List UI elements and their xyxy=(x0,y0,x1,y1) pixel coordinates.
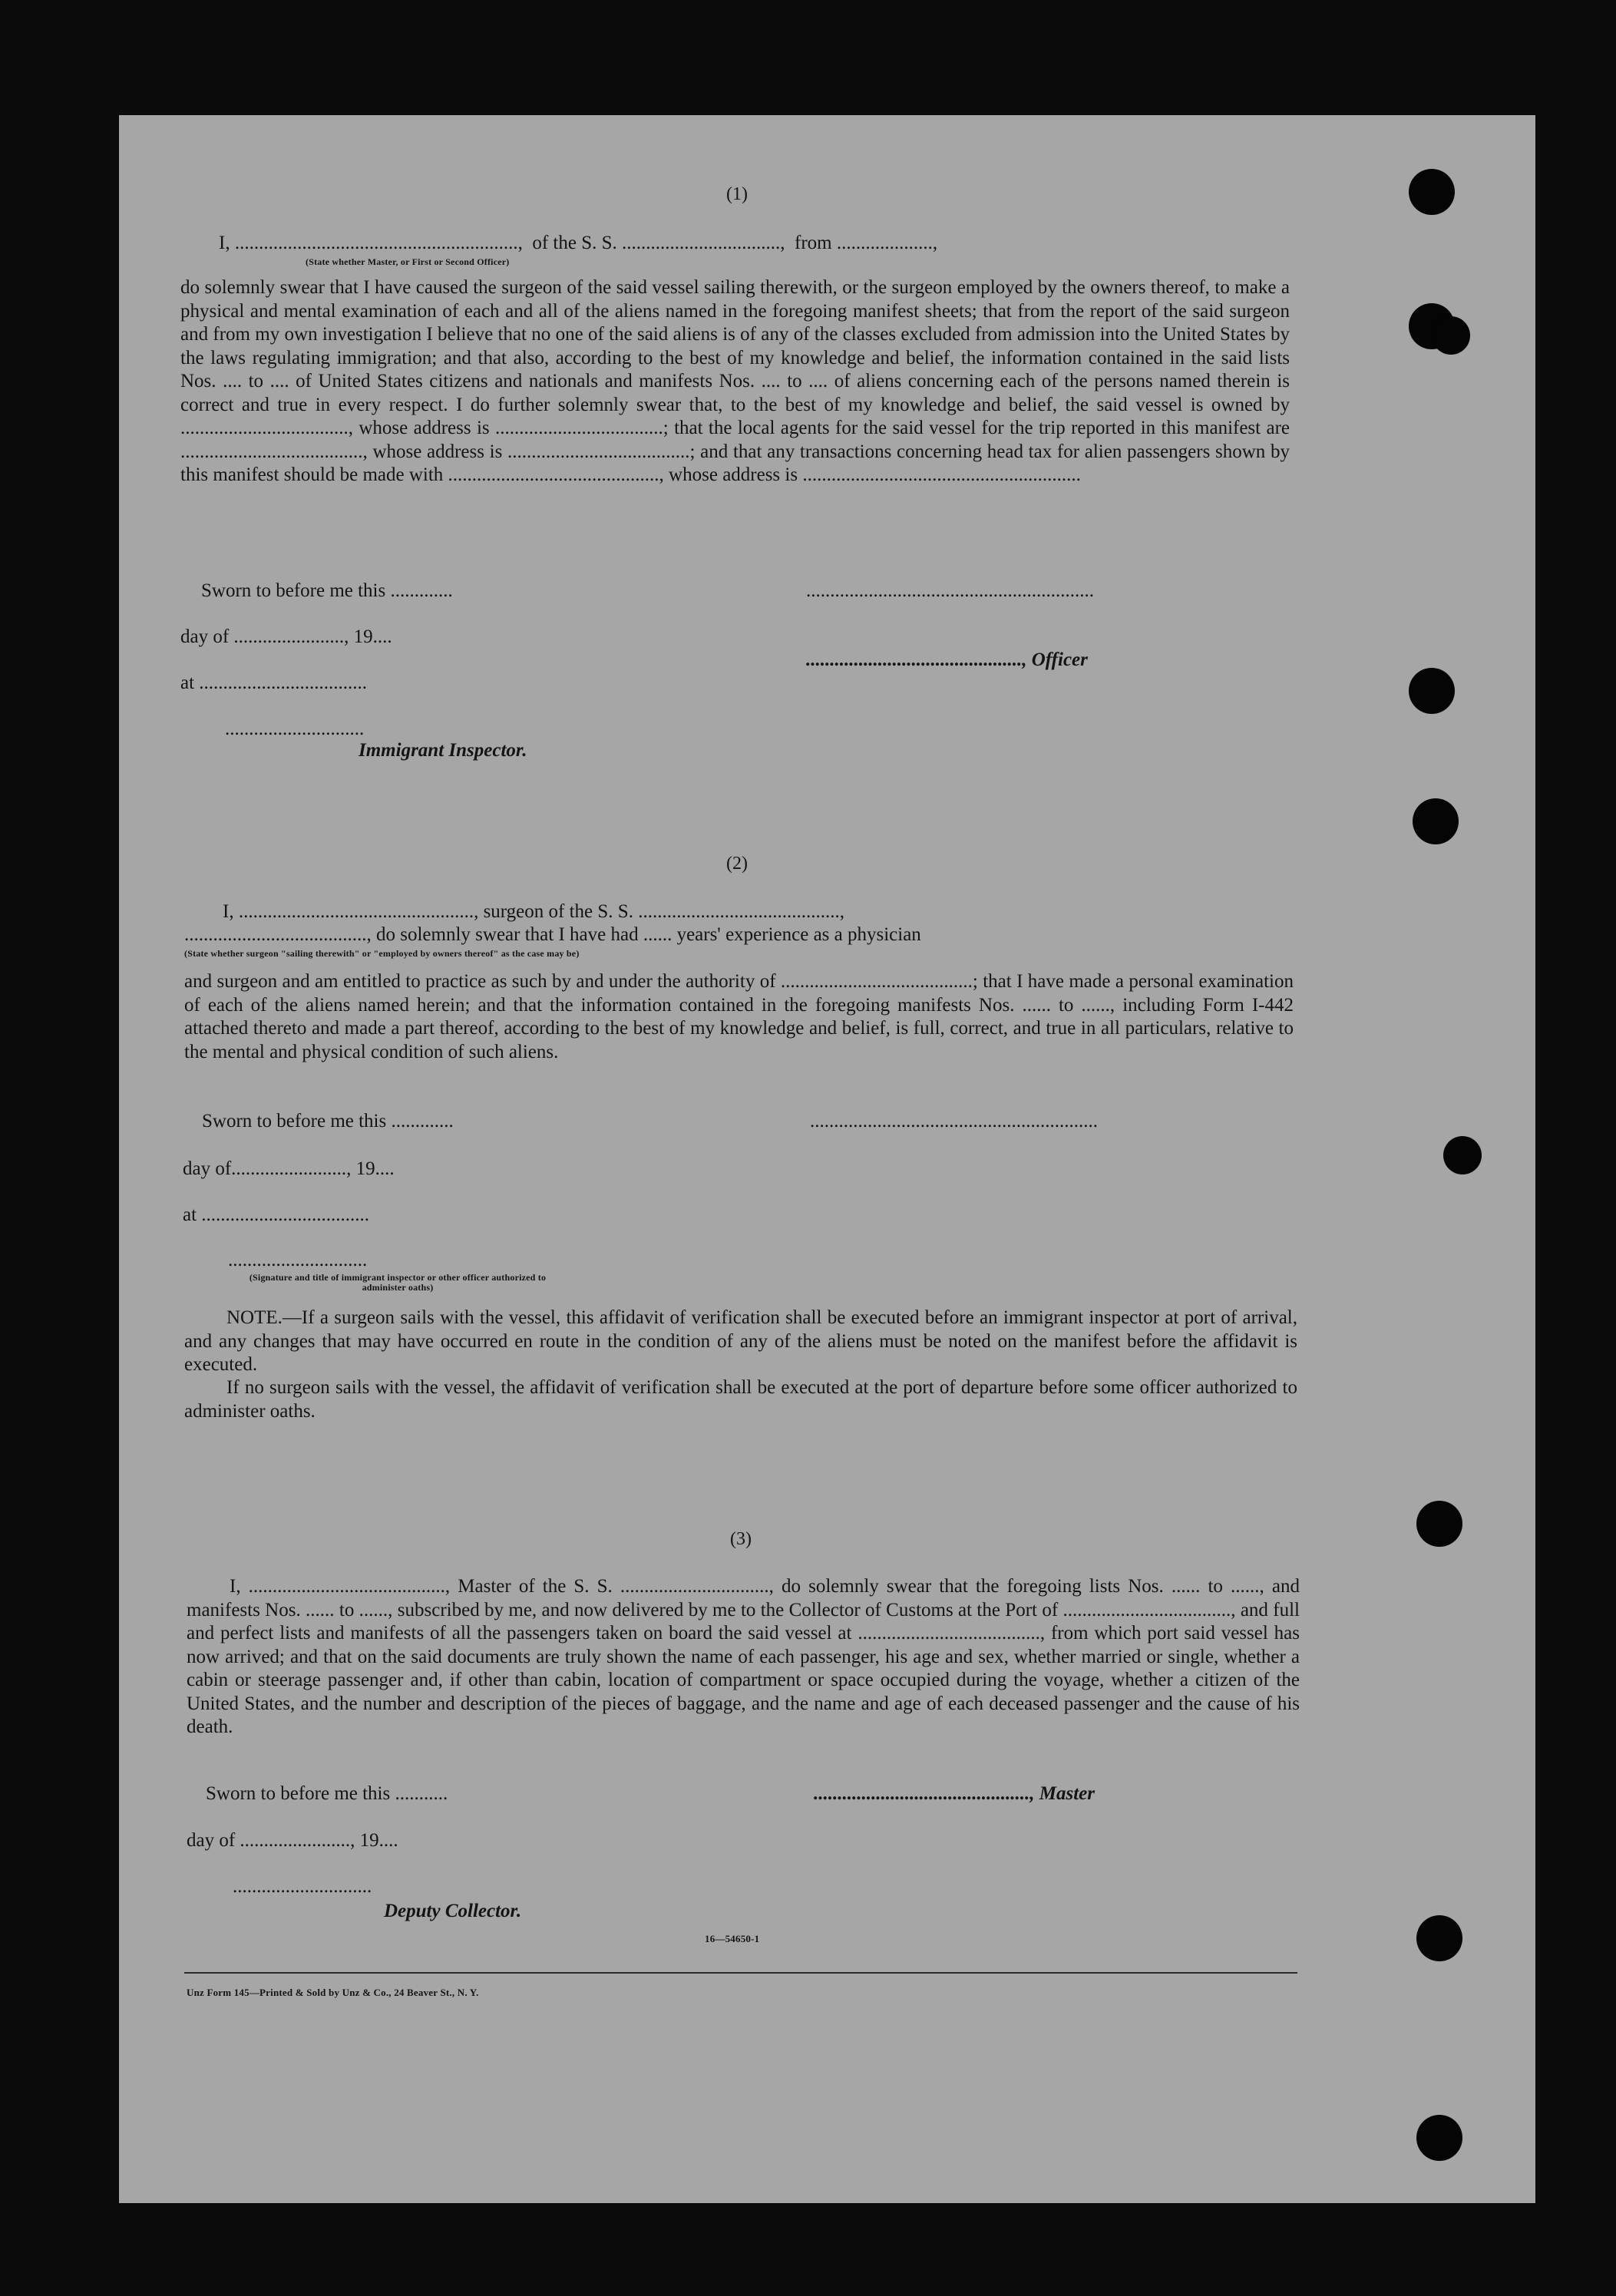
section-2-signature-line: ............................. xyxy=(228,1250,368,1270)
section-1-number: (1) xyxy=(726,184,748,204)
section-2-sworn: Sworn to before me this ............. xyxy=(202,1111,454,1131)
officer-label: ............................................., Officer xyxy=(806,649,1088,670)
note-text-second: If no surgeon sails with the vessel, the affidavit of verification shall be executed at the port of departure before some officer authorized to administer oaths. xyxy=(184,1377,1297,1422)
note-text: NOTE.—If a surgeon sails with the vessel, this affidavit of verification shall be executed before an immigrant inspector at port of arrival, and any changes that may have occurred en route in the condition of any of the aliens must be noted on the manifest before the affidavit is executed. xyxy=(184,1307,1297,1375)
section-2-signature-caption: (Signature and title of immigrant inspector or other officer authorized to administer oaths) xyxy=(249,1272,547,1293)
binder-hole xyxy=(1432,316,1470,355)
section-2-caption: (State whether surgeon "sailing therewith" or "employed by owners thereof" as the case may be) xyxy=(184,948,580,959)
section-3-deputy-collector: Deputy Collector. xyxy=(384,1901,522,1921)
section-1-at: at ................................... xyxy=(180,672,368,693)
footer-rule xyxy=(184,1972,1297,1974)
binder-hole xyxy=(1409,668,1455,714)
binder-hole xyxy=(1409,169,1455,215)
section-3-number: (3) xyxy=(730,1529,752,1549)
section-3-day: day of ......................., 19.... xyxy=(187,1830,398,1851)
section-2-oath-text: and surgeon and am entitled to practice as such by and under the authority of ........................................; that I have made a personal examination of each of the aliens named herein; and that the information contained in the foregoing manifests Nos. ...... to ......, including Form I-442 attached thereto and made a part thereof, according to the best of my knowledge and belief, is full, correct, and true in all particulars, relative to the mental and physical condition of such aliens. xyxy=(184,971,1294,1062)
section-1-caption: (State whether Master, or First or Second Officer) xyxy=(306,256,510,267)
section-1-oath-text: do solemnly swear that I have caused the surgeon of the said vessel sailing therewith, or the surgeon employed by the owners thereof, to make a physical and mental examination of each and all of the aliens named in the foregoing manifest sheets; that from the report of the said surgeon and from my own investigation I believe that no one of the said aliens is of any of the classes excluded from admission into the United States by the laws regulating immigration; and that also, according to the best of my knowledge and belief, the information contained in the said lists Nos. .... to .... of United States citizens and nationals and manifests Nos. .... to .... of aliens concerning each of the persons named therein is correct and true in every respect. I do further solemnly swear that, to the best of my knowledge and belief, the said vessel is owned by ..................................., whose address is ...................................; that the local agents for the said vessel for the trip reported in this manifest are ......................................, whose address is ......................................; and that any transactions concerning head tax for alien passengers shown by this manifest should be made with ............................................, whose address is .......................................................... xyxy=(180,277,1290,485)
section-2-day: day of........................, 19.... xyxy=(183,1158,395,1179)
binder-hole xyxy=(1443,1136,1482,1174)
section-2-officer-signature-line: ............................................................ xyxy=(810,1111,1098,1131)
section-2-at: at ................................... xyxy=(183,1204,370,1225)
section-1-sworn: Sworn to before me this ............. xyxy=(201,580,453,601)
section-3-master-line xyxy=(814,1782,1095,1805)
section-2-number: (2) xyxy=(726,854,748,874)
section-1-day: day of ......................., 19.... xyxy=(180,626,392,647)
binder-hole xyxy=(1416,1501,1462,1547)
section-3-sworn: Sworn to before me this ........... xyxy=(206,1783,448,1804)
section-2-opening-line: I, ................................................., surgeon of the S. S. .........................................., xyxy=(223,901,844,922)
printer-footer: Unz Form 145—Printed & Sold by Unz & Co., 24 Beaver St., N. Y. xyxy=(187,1987,479,1998)
section-3-oath-text: I, ........................................., Master of the S. S. ..............................., do solemnly swear that the foregoing lists Nos. ...... to ......, and manifests Nos. ...... to ......, subscribed by me, and now delivered by me to the Collector of Customs at the Port of ..................................., and full and perfect lists and manifests of all the passengers taken on board the said vessel at ......................................, from which port said vessel has now arrived; and that on the said documents are truly shown the name of each passenger, his age and sex, whether married or single, whether a cabin or steerage passenger and, if other than cabin, location of compartment or space occupied during the voyage, whether a citizen of the United States, and the number and description of the pieces of baggage, and the name and age of each deceased passenger and the cause of his death. xyxy=(187,1576,1300,1737)
section-3-signature-line: ............................. xyxy=(233,1876,372,1897)
section-1-inspector-signature-line: ............................. xyxy=(225,719,365,739)
form-number: 16—54650-1 xyxy=(705,1933,760,1944)
binder-hole xyxy=(1413,798,1459,844)
master-label: ............................................., Master xyxy=(814,1783,1095,1804)
section-2-second-line: ......................................, do solemnly swear that I have had ...... years' experience as a physician xyxy=(184,924,921,945)
section-1-immigrant-inspector: Immigrant Inspector. xyxy=(359,740,527,761)
binder-hole xyxy=(1416,2115,1462,2161)
section-1-opening-line: I, ..........................................................., of the S. S. ................................., from ...................., xyxy=(219,233,938,253)
section-1-officer-signature-line: ............................................................ xyxy=(806,580,1094,601)
section-1-officer-line xyxy=(806,649,1088,672)
binder-hole xyxy=(1416,1915,1462,1961)
